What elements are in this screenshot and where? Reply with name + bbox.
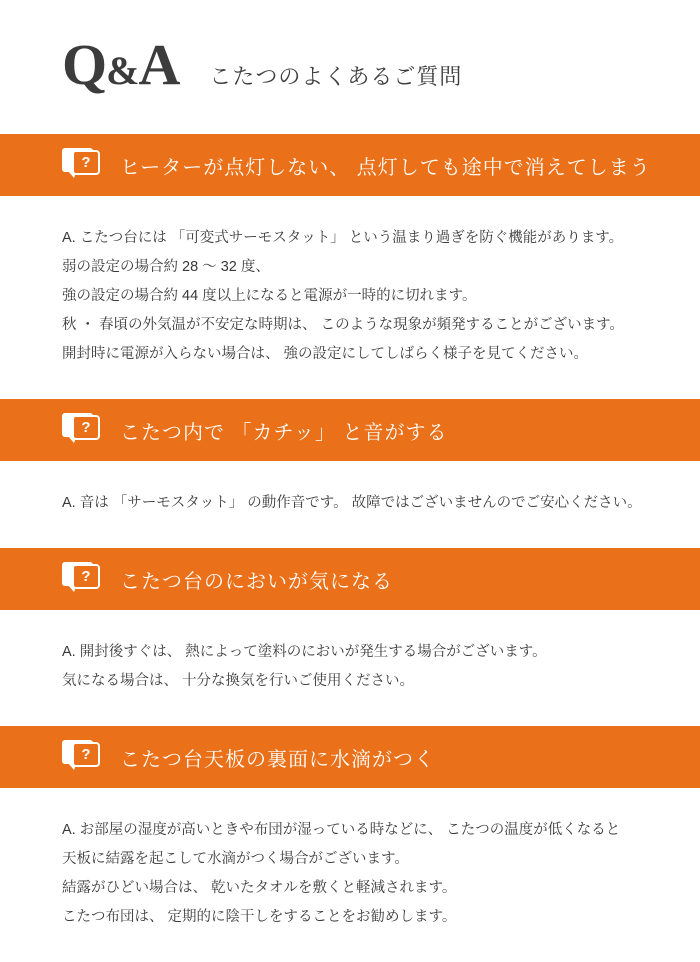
faq-question-bar: [0, 134, 700, 196]
faq-answer-line: A. お部屋の湿度が高いときや布団が湿っている時などに、 こたつの温度が低くなると: [62, 822, 621, 838]
faq-answer-line: 天板に結露を起こして水滴がつく場合がございます。: [62, 851, 409, 867]
faq-item: [0, 548, 700, 726]
faq-answer-line: 気になる場合は、 十分な換気を行いご使用ください。: [62, 673, 415, 689]
faq-answer-line: A. 開封後すぐは、 熱によって塗料のにおいが発生する場合がございます。: [62, 644, 547, 660]
faq-question-bar: [0, 548, 700, 610]
question-bubble-icon: [62, 740, 102, 774]
faq-question-text: ヒーターが点灯しない、 点灯しても途中で消えてしまう: [120, 156, 651, 179]
question-mark-glyph: ?: [81, 746, 91, 763]
page-title: こたつのよくあるご質問: [209, 64, 463, 89]
question-mark-glyph: ?: [81, 154, 91, 171]
faq-answer-line: 秋 ・ 春頃の外気温が不安定な時期は、 このような現象が頻発することがございます。: [62, 317, 624, 333]
faq-answer-line: 開封時に電源が入らない場合は、 強の設定にしてしばらく様子を見てください。: [62, 346, 589, 362]
faq-answer-line: 弱の設定の場合約 28 ～ 32 度、: [62, 259, 270, 275]
bubble-front-shape: [72, 564, 100, 589]
faq-question-text: こたつ台のにおいが気になる: [120, 570, 393, 593]
faq-answer: [0, 610, 700, 726]
faq-answer-line: 結露がひどい場合は、 乾いたタオルを敷くと軽減されます。: [62, 880, 457, 896]
faq-answer: [0, 196, 700, 399]
faq-item: [0, 726, 700, 962]
faq-answer: [0, 461, 700, 548]
faq-question-bar: [0, 399, 700, 461]
faq-item: [0, 134, 700, 399]
bubble-front-shape: [72, 742, 100, 767]
question-mark-glyph: ?: [81, 568, 91, 585]
faq-list: [0, 134, 700, 962]
qa-logo-amp: &: [106, 48, 139, 93]
qa-logo-q: Q: [62, 32, 107, 97]
page-header: [0, 0, 700, 97]
question-mark-glyph: ?: [81, 419, 91, 436]
faq-answer-line: 強の設定の場合約 44 度以上になると電源が一時的に切れます。: [62, 288, 477, 304]
question-bubble-icon: [62, 562, 102, 596]
bubble-front-shape: [72, 415, 100, 440]
qa-logo: [62, 32, 180, 97]
qa-logo-a: A: [138, 32, 180, 97]
faq-answer: [0, 788, 700, 962]
faq-question-text: こたつ台天板の裏面に水滴がつく: [120, 748, 435, 771]
faq-answer-line: A. こたつ台には 「可変式サーモスタット」 という温まり過ぎを防ぐ機能があります。: [62, 230, 624, 246]
bubble-front-shape: [72, 150, 100, 175]
faq-answer-line: A. 音は 「サーモスタット」 の動作音です。 故障ではございませんのでご安心ください。: [62, 495, 642, 511]
faq-question-text: こたつ内で 「カチッ」 と音がする: [120, 421, 448, 444]
faq-question-bar: [0, 726, 700, 788]
faq-answer-line: こたつ布団は、 定期的に陰干しをすることをお勧めします。: [62, 909, 457, 925]
question-bubble-icon: [62, 148, 102, 182]
question-bubble-icon: [62, 413, 102, 447]
faq-item: [0, 399, 700, 548]
